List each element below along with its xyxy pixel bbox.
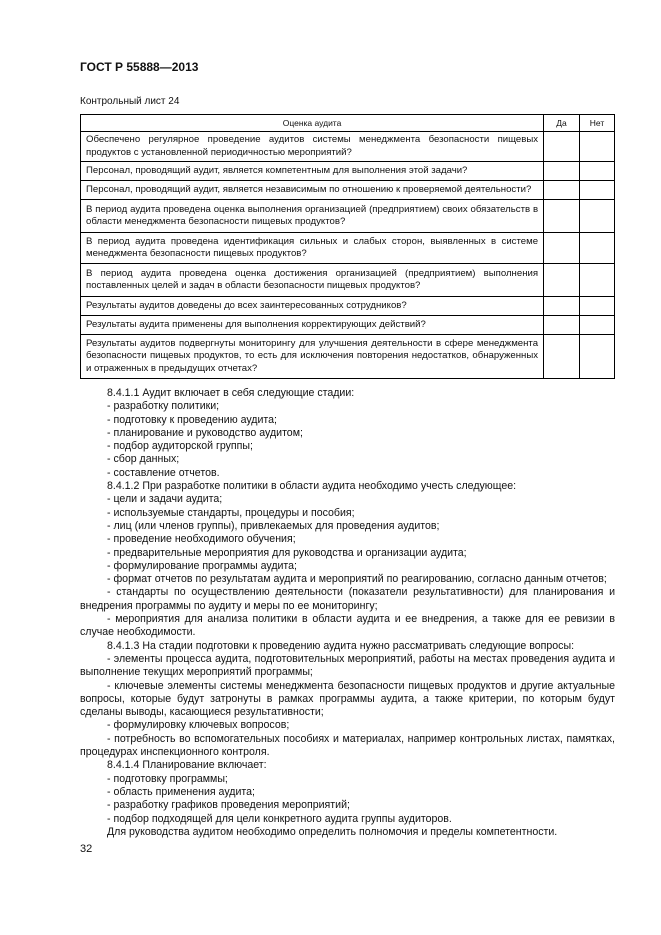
body-paragraph: - проведение необходимого обучения; — [107, 533, 296, 546]
table-row — [81, 264, 615, 297]
body-paragraph: 8.4.1.2 При разработке политики в области аудита необходимо учесть следующее: — [107, 480, 517, 493]
yes-cell — [544, 297, 580, 316]
yes-cell — [544, 200, 580, 233]
checklist-header-row — [81, 115, 615, 132]
body-paragraph: - разработку политики; — [107, 400, 220, 413]
column-header-assessment: Оценка аудита — [81, 115, 544, 132]
column-header-yes: Да — [544, 115, 580, 132]
table-row — [81, 233, 615, 264]
table-row — [81, 335, 615, 379]
yes-cell — [544, 233, 580, 264]
question-cell: В период аудита проведена оценка выполнения организацией (предприятием) своих обязательств в области менеджмента безопасности пищевых продуктов? — [81, 200, 544, 233]
question-cell: Результаты аудита применены для выполнения корректирующих действий? — [81, 316, 544, 335]
question-cell: Результаты аудитов доведены до всех заинтересованных сотрудников? — [81, 297, 544, 316]
question-cell: Обеспечено регулярное проведение аудитов системы менеджмента безопасности пищевых продуктов с установленной периодичностью мероприятий? — [81, 132, 544, 162]
body-paragraph: 8.4.1.3 На стадии подготовки к проведению аудита нужно рассматривать следующие вопросы: — [107, 639, 575, 652]
question-cell: Персонал, проводящий аудит, является независимым по отношению к проверяемой деятельности? — [81, 181, 544, 200]
yes-cell — [544, 264, 580, 297]
body-paragraph: - формат отчетов по результатам аудита и мероприятий по реагированию, согласно данным отчетов; — [107, 573, 607, 586]
yes-cell — [544, 316, 580, 335]
body-paragraph: - подготовку к проведению аудита; — [107, 413, 277, 426]
no-cell — [580, 297, 615, 316]
yes-cell — [544, 335, 580, 379]
body-paragraph: - подбор аудиторской группы; — [107, 440, 253, 453]
no-cell — [580, 233, 615, 264]
yes-cell — [544, 181, 580, 200]
table-row — [81, 132, 615, 162]
body-text — [80, 387, 615, 839]
body-paragraph: - область применения аудита; — [107, 785, 255, 798]
yes-cell — [544, 132, 580, 162]
body-paragraph: - планирование и руководство аудитом; — [107, 426, 303, 439]
no-cell — [580, 335, 615, 379]
body-paragraph: - используемые стандарты, процедуры и пособия; — [107, 506, 355, 519]
table-row — [81, 200, 615, 233]
checklist-title: Контрольный лист 24 — [80, 96, 180, 107]
yes-cell — [544, 162, 580, 181]
table-row — [81, 297, 615, 316]
no-cell — [580, 181, 615, 200]
no-cell — [580, 200, 615, 233]
body-paragraph: - лиц (или членов группы), привлекаемых для проведения аудитов; — [107, 519, 440, 532]
question-cell: В период аудита проведена оценка достижения организацией (предприятием) выполнения поставленных целей и задач в области безопасности пищевых продуктов? — [81, 264, 544, 297]
body-paragraph: - составление отчетов. — [107, 466, 220, 479]
table-row — [81, 181, 615, 200]
no-cell — [580, 132, 615, 162]
question-cell: В период аудита проведена идентификация сильных и слабых сторон, выявленных в системе менеджмента безопасности пищевых продуктов? — [81, 233, 544, 264]
body-paragraph: - подбор подходящей для цели конкретного аудита группы аудиторов. — [107, 812, 452, 825]
body-paragraph: - элементы процесса аудита, подготовительных мероприятий, работы на местах проведения аудита и выполнение текущих мероприятий программы; — [80, 652, 615, 679]
body-paragraph: - потребность во вспомогательных пособиях и материалах, например контрольных листах, памятках, процедурах инспекционного контроля. — [80, 732, 615, 759]
body-paragraph: - ключевые элементы системы менеджмента безопасности пищевых продуктов и другие актуальные вопросы, которые будут затронуты в рамках программы аудита, а также критерии, по которым будут сделаны выводы, касающиеся результативности; — [80, 679, 615, 719]
column-header-no: Нет — [580, 115, 615, 132]
body-paragraph: - мероприятия для анализа политики в области аудита и ее внедрения, а также для ее ревизии в случае необходимости. — [80, 613, 615, 639]
table-row — [81, 162, 615, 181]
body-paragraph: Для руководства аудитом необходимо определить полномочия и пределы компетентности. — [107, 825, 558, 838]
no-cell — [580, 264, 615, 297]
body-paragraph: - формулировку ключевых вопросов; — [107, 719, 290, 732]
question-cell: Персонал, проводящий аудит, является компетентным для выполнения этой задачи? — [81, 162, 544, 181]
no-cell — [580, 162, 615, 181]
page-number: 32 — [80, 843, 93, 855]
body-paragraph: - цели и задачи аудита; — [107, 493, 223, 506]
question-cell: Результаты аудитов подвергнуты мониторингу для улучшения деятельности в сфере менеджмента безопасности пищевых продуктов, то есть для исключения повторения недостатков, обнаруженных и отраженных в предыдущих отчетах? — [81, 335, 544, 379]
body-paragraph: 8.4.1.1 Аудит включает в себя следующие стадии: — [107, 387, 355, 399]
body-paragraph: - разработку графиков проведения мероприятий; — [107, 799, 350, 812]
body-paragraph: - формулирование программы аудита; — [107, 559, 297, 572]
table-row — [81, 316, 615, 335]
document-id: ГОСТ Р 55888—2013 — [80, 60, 199, 74]
body-paragraph: - предварительные мероприятия для руководства и организации аудита; — [107, 546, 467, 559]
body-paragraph: - подготовку программы; — [107, 772, 228, 785]
body-paragraph: - сбор данных; — [107, 453, 180, 466]
checklist-table — [80, 114, 615, 379]
body-paragraph: 8.4.1.4 Планирование включает: — [107, 759, 267, 772]
no-cell — [580, 316, 615, 335]
body-paragraph: - стандарты по осуществлению деятельности (показатели результативности) для планирования и внедрения программы по аудиту и меры по ее мониторингу; — [80, 586, 615, 612]
